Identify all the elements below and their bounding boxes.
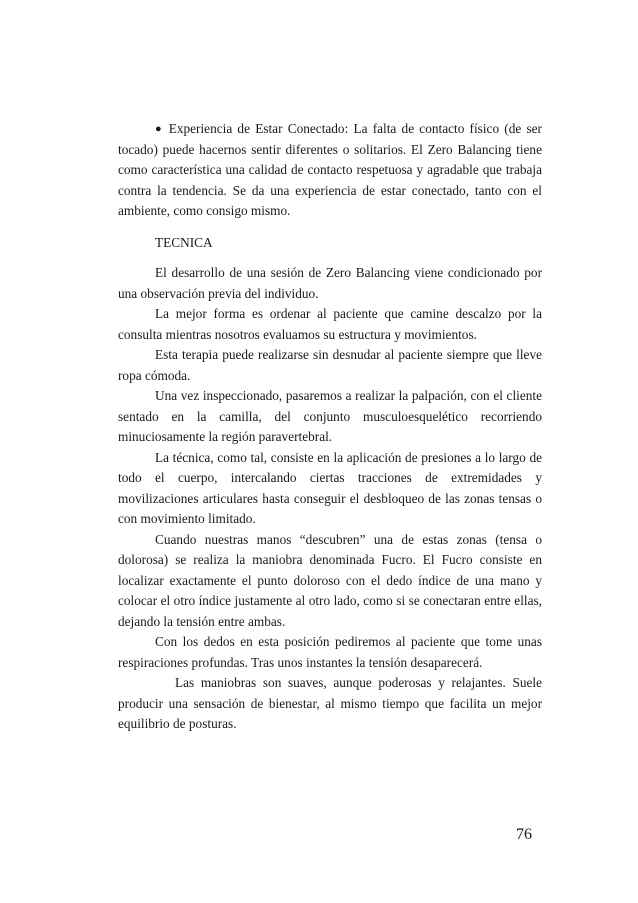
paragraph-2: La mejor forma es ordenar al paciente que camine descalzo por la consulta mientras nosotros evaluamos su estructura y movimientos.: [118, 306, 542, 342]
paragraph-4: Una vez inspeccionado, pasaremos a realizar la palpación, con el cliente sentado en la camilla, del conjunto musculoesquelético recorriendo minuciosamente la región paravertebral.: [118, 388, 542, 444]
intro-paragraph-text: Experiencia de Estar Conectado: La falta de contacto físico (de ser tocado) puede hacernos sentir diferentes o solitarios. El Zero Balancing tiene como característica una calidad de contacto respetuosa y agradable que trabaja contra la tendencia. Se da una experiencia de estar conectado, tanto con el ambiente, como consigo mismo.: [118, 121, 542, 218]
paragraph-7: Con los dedos en esta posición pediremos al paciente que tome unas respiraciones profundas. Tras unos instantes la tensión desaparecerá.: [118, 634, 542, 670]
intro-paragraph: [118, 119, 542, 222]
paragraph-5: La técnica, como tal, consiste en la aplicación de presiones a lo largo de todo el cuerpo, intercalando ciertas tracciones de extremidades y movilizaciones articulares hasta conseguir el desbloqueo de las zonas tensas o con movimiento limitado.: [118, 449, 542, 526]
paragraph-6: Cuando nuestras manos “descubren” una de estas zonas (tensa o dolorosa) se realiza la maniobra denominada Fucro. El Fucro consiste en localizar exactamente el punto doloroso con el dedo índice de una mano y colocar el otro índice justamente al otro lado, como si se conectaran entre ellas, dejando la tensión entre ambas.: [118, 531, 542, 629]
bullet-icon: ●: [155, 123, 164, 135]
page-number: 76: [516, 826, 532, 843]
paragraph-3: Esta terapia puede realizarse sin desnudar al paciente siempre que lleve ropa cómoda.: [118, 347, 542, 383]
paragraph-8: Las maniobras son suaves, aunque poderosas y relajantes. Suele producir una sensación de bienestar, al mismo tiempo que facilita un mejor equilibrio de posturas.: [118, 675, 542, 731]
page-body: [118, 119, 542, 735]
paragraph-1: El desarrollo de una sesión de Zero Balancing viene condicionado por una observación previa del individuo.: [118, 265, 542, 301]
section-heading: TECNICA: [155, 234, 213, 250]
